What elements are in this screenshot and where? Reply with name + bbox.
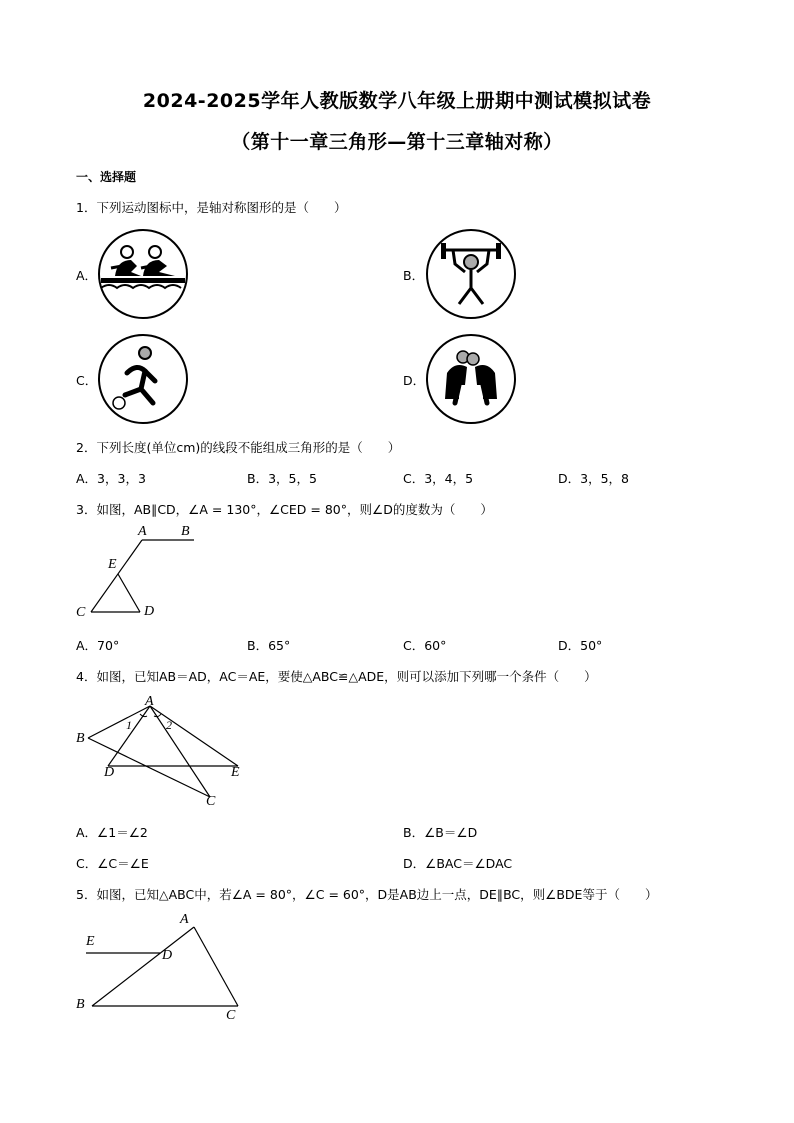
q4-label-e: E xyxy=(231,765,240,780)
question-2-stem: 2．下列长度(单位cm)的线段不能组成三角形的是（ ） xyxy=(76,440,401,455)
q4-option-a[interactable]: A．∠1＝∠2 xyxy=(76,825,148,840)
section-heading: 一、选择题 xyxy=(76,170,137,184)
rowing-icon[interactable] xyxy=(97,228,189,320)
question-4-stem: 4．如图，已知AB＝AD，AC＝AE，要使△ABC≌△ADE，则可以添加下列哪一个条件（ ） xyxy=(76,669,597,684)
question-1-stem: 1．下列运动图标中，是轴对称图形的是（ ） xyxy=(76,200,347,215)
q4-figure xyxy=(80,700,250,810)
q3-label-d: D xyxy=(144,604,155,619)
runner-icon[interactable] xyxy=(97,333,189,425)
page-subtitle: （第十一章三角形—第十三章轴对称） xyxy=(231,131,563,153)
q3-label-c: C xyxy=(76,605,86,620)
question-3-stem: 3．如图，AB∥CD，∠A = 130°，∠CED = 80°，则∠D的度数为（ ） xyxy=(76,502,493,517)
q2-option-b[interactable]: B．3，5，5 xyxy=(247,471,317,486)
q2-option-d[interactable]: D．3，5，8 xyxy=(558,471,629,486)
q1-option-b-label[interactable]: B． xyxy=(403,268,425,283)
q2-option-a[interactable]: A．3，3，3 xyxy=(76,471,146,486)
q5-label-e: E xyxy=(86,934,95,949)
q2-option-c[interactable]: C．3，4，5 xyxy=(403,471,474,486)
q5-label-a: A xyxy=(180,912,189,927)
question-5-stem: 5．如图，已知△ABC中，若∠A = 80°，∠C = 60°，D是AB边上一点，DE∥BC，则∠BDE等于（ ） xyxy=(76,887,658,902)
q4-label-1: 1 xyxy=(126,718,132,732)
q5-figure xyxy=(80,915,250,1015)
q4-option-b[interactable]: B．∠B＝∠D xyxy=(403,825,478,840)
q3-label-e: E xyxy=(108,557,117,572)
q5-label-b: B xyxy=(76,997,85,1012)
q4-label-a: A xyxy=(145,694,154,709)
q3-option-c[interactable]: C．60° xyxy=(403,638,447,653)
q3-option-d[interactable]: D．50° xyxy=(558,638,603,653)
q5-label-c: C xyxy=(226,1008,236,1023)
page-title: 2024-2025学年人教版数学八年级上册期中测试模拟试卷 xyxy=(142,90,652,112)
q4-label-d: D xyxy=(104,765,115,780)
q3-label-b: B xyxy=(181,524,190,539)
q4-option-c[interactable]: C．∠C＝∠E xyxy=(76,856,149,871)
q5-label-d: D xyxy=(162,948,173,963)
q1-option-d-label[interactable]: D． xyxy=(403,373,426,388)
q1-option-c-label[interactable]: C． xyxy=(76,373,98,388)
q4-label-b: B xyxy=(76,731,85,746)
q4-option-d[interactable]: D．∠BAC＝∠DAC xyxy=(403,856,513,871)
q3-option-a[interactable]: A．70° xyxy=(76,638,120,653)
q4-label-2: 2 xyxy=(166,718,172,732)
q4-label-c: C xyxy=(206,794,216,809)
weightlifting-icon[interactable] xyxy=(425,228,517,320)
q3-label-a: A xyxy=(138,524,147,539)
q3-option-b[interactable]: B．65° xyxy=(247,638,291,653)
wrestling-icon[interactable] xyxy=(425,333,517,425)
q1-option-a-label[interactable]: A． xyxy=(76,268,98,283)
